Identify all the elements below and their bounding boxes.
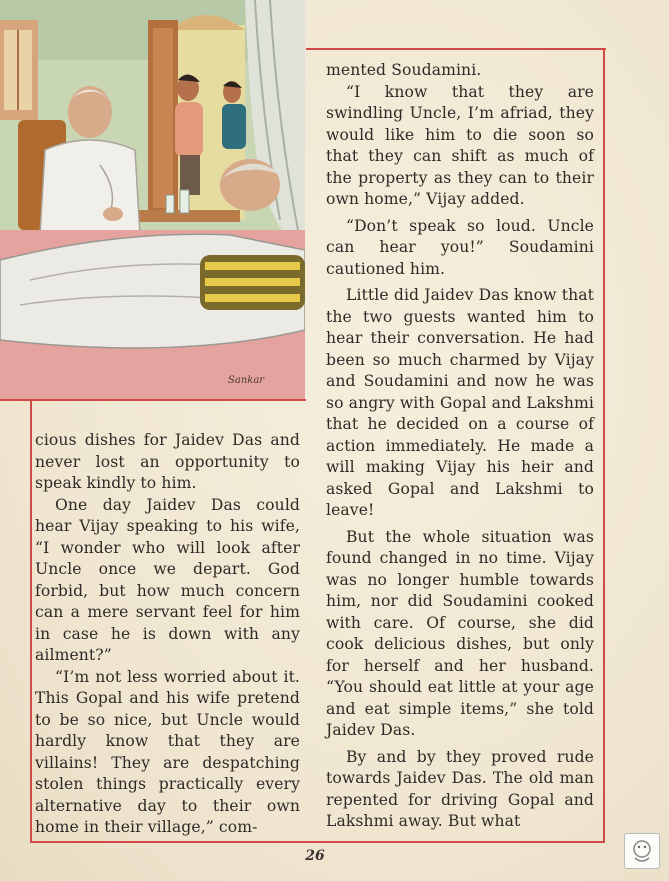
- paragraph: “Don’t speak so loud. Uncle can hear you!” Soudamini cautioned him.: [326, 216, 594, 278]
- red-frame-top: [306, 48, 606, 50]
- red-frame-right: [603, 48, 605, 843]
- paragraph: “I know that they are swindling Uncle, I’m afriad, they would like him to die soon so that they can shift as much of the property as they can to their own home,” Vijay added.: [326, 82, 594, 208]
- illustration-border: [0, 399, 306, 401]
- publisher-logo-icon: [624, 833, 660, 869]
- paragraph: But the whole situation was found changed in no time. Vijay was no longer humble towards him, nor did Soudamini cooked with care. Of course, she did cook delicious dishes, but only for herself and her husband. “You should eat little at your age and eat simple items,” she told Jaidev Das.: [326, 527, 594, 739]
- paragraph: Little did Jaidev Das know that the two guests wanted him to hear their conversation. He had been so much charmed by Vijay and Soudamini and now he was so angry with Gopal and Lakshmi that he decided on a course of action immediately. He made a will making Vijay his heir and asked Gopal and Lakshmi to leave!: [326, 286, 594, 519]
- left-text-column: [35, 430, 300, 839]
- page-number: 26: [305, 848, 325, 864]
- paragraph: By and by they proved rude towards Jaidev Das. The old man repented for driving Gopal and Lakshmi away. But what: [326, 747, 594, 830]
- red-frame-left: [30, 400, 32, 843]
- story-illustration: [0, 0, 305, 400]
- right-text-column: [326, 60, 594, 833]
- paragraph: mented Soudamini.: [326, 61, 482, 79]
- svg-text:Sankar: Sankar: [228, 375, 265, 386]
- paragraph: cious dishes for Jaidev Das and never lost an opportunity to speak kindly to him.: [35, 431, 300, 492]
- paragraph: “I’m not less worried about it. This Gopal and his wife pretend to be so nice, but Uncle would hardly know that they are villains! They are despatching stolen things practically every alternative day to their own home in their village,” com-: [35, 667, 300, 836]
- paragraph: One day Jaidev Das could hear Vijay speaking to his wife, “I wonder who will look after Uncle once we depart. God forbid, but how much concern can a mere servant feel for him in case he is down with any ailment?”: [35, 495, 300, 664]
- red-frame-bottom: [30, 841, 605, 843]
